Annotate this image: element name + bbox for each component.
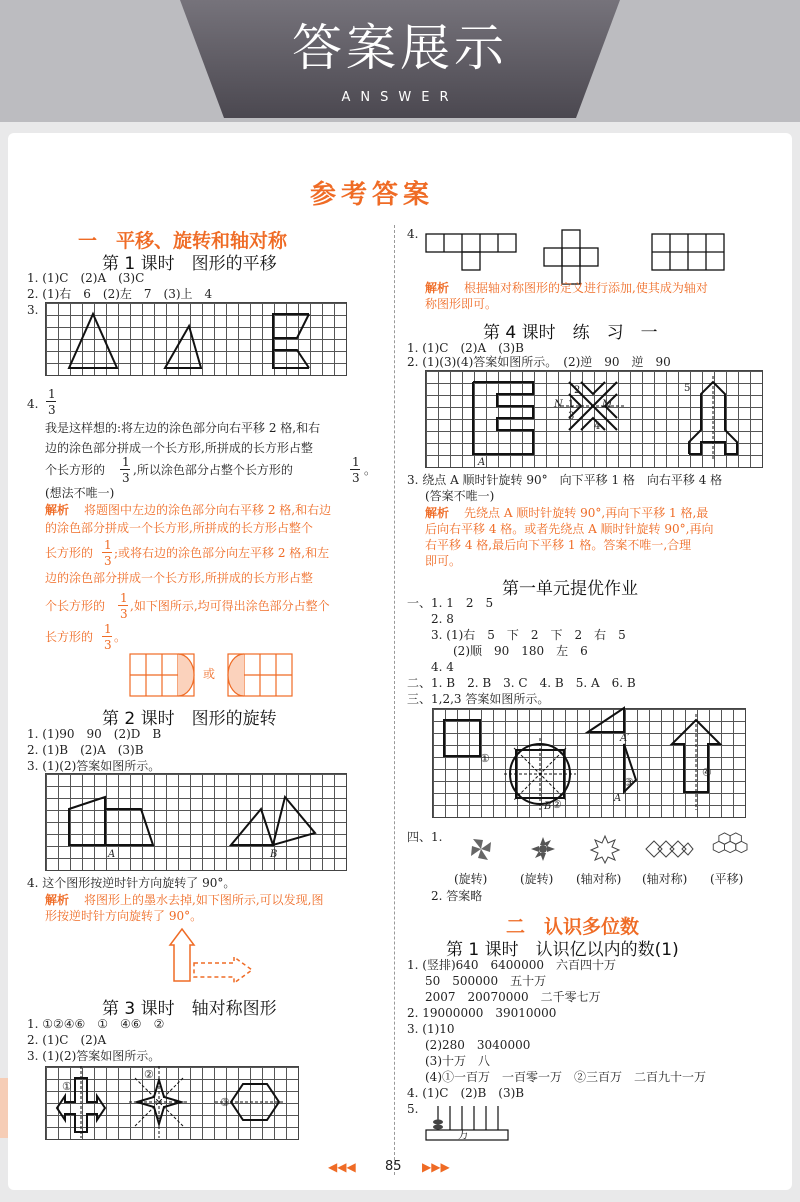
answer-line: 3. (1)(2)答案如图所示。 (27, 759, 161, 773)
pinwheel-icon (464, 834, 498, 864)
explanation-line: 边的涂色部分拼成一个长方形,所拼成的长方形占整 (45, 441, 313, 455)
answer-line: 3. 绕点 A 顺时针旋转 90° 向下平移 1 格 向右平移 4 格 (407, 473, 723, 487)
figure-number: ④ (702, 766, 712, 779)
fraction-denominator: 3 (352, 471, 360, 485)
answer-line: 3. (1)(2)答案如图所示。 (27, 1049, 161, 1063)
translation-figures (45, 302, 345, 374)
answer-line: 一、1. 1 2 5 (407, 596, 494, 610)
analysis-label: 解析 (425, 506, 450, 520)
lesson-title: 第 2 课时 图形的旋转 (102, 709, 277, 729)
analysis-line: 将图形上的墨水去掉,如下图所示,可以发现,图 (72, 893, 324, 907)
homework-title: 第一单元提优作业 (502, 579, 638, 599)
fraction-numerator: 1 (120, 591, 128, 605)
explanation-line: 。 (364, 463, 377, 477)
answer-line: (答案不唯一) (425, 489, 495, 503)
point-label: A′ (620, 733, 630, 744)
answer-line: 2. (1)(3)(4)答案如图所示。 (2)逆 90 逆 90 (407, 355, 671, 369)
figure-number: 2 (574, 385, 581, 396)
analysis-line: 根据轴对称图形的定义进行添加,使其成为轴对 (452, 281, 708, 295)
header-subtitle: ANSWER (341, 90, 459, 105)
explanation-line: (想法不唯一) (45, 486, 115, 500)
analysis-line: ,如下图所示,均可得出涂色部分占整个 (130, 599, 330, 613)
answer-line: 1. (1)C (2)A (3)C (27, 271, 145, 285)
rotation-figures (45, 773, 345, 869)
symmetry-label: (轴对称) (576, 872, 622, 886)
page-number: 85 (385, 1159, 402, 1174)
answer-line: 1. (竖排)640 6400000 六百四十万 (407, 958, 616, 972)
fraction-bar (46, 401, 56, 402)
analysis-line: 右平移 4 格,最后向下平移 1 格。答案不唯一,合理 (425, 538, 692, 552)
answer-line: 1. ①②④⑥ ① ④⑥ ② (27, 1017, 165, 1031)
analysis-line: 将题图中左边的涂色部分向右平移 2 格,和右边 (72, 503, 332, 517)
practice-figures (425, 370, 761, 466)
analysis-label: 解析 (45, 893, 70, 907)
figure-number: ② (144, 1068, 154, 1081)
figure-number: 3 (568, 411, 575, 422)
answer-line: 2. (1)右 6 (2)左 7 (3)上 4 (27, 287, 213, 301)
answer-line: (2)280 3040000 (425, 1038, 531, 1052)
point-label: A (614, 793, 622, 804)
answer-line: 2. 19000000 39010000 (407, 1006, 557, 1020)
answer-line: 2. 答案略 (431, 889, 483, 903)
symmetry-label: (平移) (710, 872, 744, 886)
header-title: 答案展示 (292, 19, 508, 77)
fraction-numerator: 1 (104, 622, 112, 636)
symmetry-label: (旋转) (520, 872, 554, 886)
answer-line: 2. (1)C (2)A (27, 1033, 107, 1047)
figure-number: ② (552, 798, 562, 811)
answer-line: 三、1,2,3 答案如图所示。 (407, 692, 550, 706)
analysis-line: 的涂色部分拼成一个长方形,所拼成的长方形占整个 (45, 521, 313, 535)
answer-line: 4. (27, 397, 39, 411)
answer-line: 2007 20070000 二千零七万 (425, 990, 601, 1004)
point-label: B (544, 801, 552, 812)
page-heading: 参考答案 (310, 180, 435, 210)
answer-line: 5. (407, 1102, 419, 1116)
answer-line: 4. 4 (431, 660, 454, 674)
knot-pattern-icon (644, 834, 694, 864)
analysis-line: 形按逆时针方向旋转了 90°。 (45, 909, 203, 923)
fraction-numerator: 1 (352, 455, 360, 469)
symmetry-label: (轴对称) (642, 872, 688, 886)
answer-line: (4)①一百万 一百零一万 ②三百万 二百九十一万 (425, 1070, 707, 1084)
column-divider (394, 225, 395, 1175)
prev-page-icon[interactable]: ◀◀◀ (328, 1160, 356, 1174)
analysis-line: 称图形即可。 (425, 297, 498, 311)
answer-line: 二、1. B 2. B 3. C 4. B 5. A 6. B (407, 676, 636, 690)
answer-line: 四、1. (407, 830, 443, 844)
answer-line: 4. (407, 227, 419, 241)
analysis-line: 即可。 (425, 554, 462, 568)
fraction-numerator: 1 (104, 538, 112, 552)
figure-number: ① (480, 752, 490, 765)
next-page-icon[interactable]: ▶▶▶ (422, 1160, 450, 1174)
analysis-line: 个长方形的 (45, 599, 106, 613)
answer-line: 3. (1)10 (407, 1022, 455, 1036)
fraction-numerator: 1 (48, 387, 56, 401)
answer-line: 1. (1)90 90 (2)D B (27, 727, 162, 741)
hexagon-tiles-icon (712, 832, 752, 862)
side-tab (0, 1078, 8, 1138)
figure-number: 5 (684, 383, 691, 394)
answer-line: (3)十万 八 (425, 1054, 490, 1068)
explanation-line: 我是这样想的:将左边的涂色部分向右平移 2 格,和右 (45, 421, 321, 435)
figure-number: ③ (624, 776, 634, 789)
symmetry-label: (旋转) (454, 872, 488, 886)
explanation-line: 个长方形的 (45, 463, 106, 477)
unit-title: 二 认识多位数 (506, 916, 640, 938)
figure-number: ① (62, 1080, 72, 1093)
analysis-line: ;或将右边的涂色部分向左平移 2 格,和左 (114, 546, 330, 560)
answer-line: 1. (1)C (2)A (3)B (407, 341, 524, 355)
figure-number: 4 (594, 421, 601, 432)
analysis-line: 。 (114, 630, 127, 644)
net-figures (424, 230, 724, 286)
lesson-title: 第 4 课时 练 习 一 (483, 323, 658, 343)
analysis-label: 解析 (425, 281, 450, 295)
fraction-bar (102, 552, 112, 553)
analysis-line: 后向右平移 4 格。或者先绕点 A 顺时针旋转 90°,再向 (425, 522, 714, 536)
answer-line: 3. (1)右 5 下 2 下 2 右 5 (431, 628, 626, 642)
answer-line: 2. 8 (431, 612, 454, 626)
explanation-line: ,所以涂色部分占整个长方形的 (133, 463, 293, 477)
answer-line: 4. 这个图形按逆时针方向旋转了 90°。 (27, 876, 236, 890)
symmetry-figures (45, 1066, 297, 1138)
fraction-bar (102, 636, 112, 637)
point-label: A (108, 849, 116, 860)
fraction-denominator: 3 (120, 607, 128, 621)
unit-title: 一 平移、旋转和轴对称 (78, 230, 288, 252)
fraction-denominator: 3 (48, 403, 56, 417)
answer-line: 4. (1)C (2)B (3)B (407, 1086, 525, 1100)
spiral-flower-icon (526, 834, 560, 864)
fraction-bar (120, 469, 130, 470)
analysis-label: 解析 (45, 503, 70, 517)
point-label: M (602, 399, 613, 410)
fraction-denominator: 3 (122, 471, 130, 485)
analysis-line: 长方形的 (45, 546, 94, 560)
answer-line: 3. (27, 303, 39, 317)
point-label: B (270, 849, 278, 860)
homework-figures (432, 708, 744, 816)
answer-line: (2)顺 90 180 左 6 (453, 644, 588, 658)
analysis-line: 边的涂色部分拼成一个长方形,所拼成的长方形占整 (45, 571, 313, 585)
fraction-numerator: 1 (122, 455, 130, 469)
point-label: N (554, 399, 563, 410)
fraction-denominator: 3 (104, 638, 112, 652)
abacus-label: 万 (458, 1128, 469, 1141)
answer-line: 2. (1)B (2)A (3)B (27, 743, 144, 757)
fraction-bar (118, 605, 128, 606)
fraction-denominator: 3 (104, 554, 112, 568)
figure-number: ③ (220, 1096, 230, 1109)
or-label: 或 (203, 667, 216, 681)
answer-line: 50 500000 五十万 (425, 974, 547, 988)
figure-number: 1 (568, 399, 575, 410)
lesson-title: 第 1 课时 图形的平移 (102, 254, 277, 274)
lesson-title: 第 3 课时 轴对称图形 (102, 999, 277, 1019)
analysis-line: 先绕点 A 顺时针旋转 90°,再向下平移 1 格,最 (452, 506, 709, 520)
rotated-arrow-figure (170, 925, 260, 985)
fraction-bar (350, 469, 360, 470)
lesson-title: 第 1 课时 认识亿以内的数(1) (446, 940, 679, 960)
star-burst-icon (588, 834, 622, 864)
point-label: A (478, 457, 486, 468)
analysis-line: 长方形的 (45, 630, 94, 644)
